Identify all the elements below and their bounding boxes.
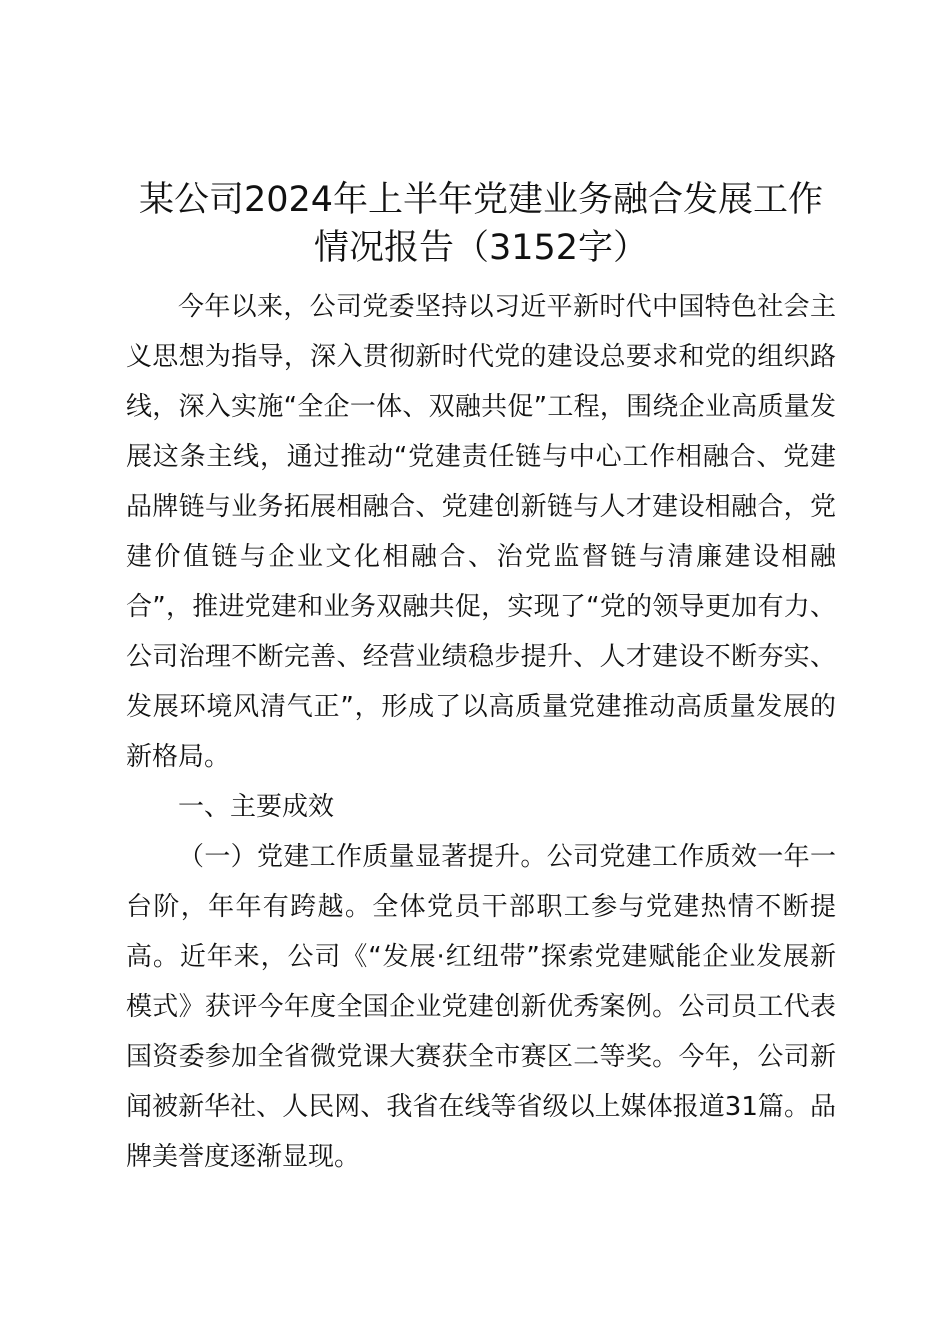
subsection-paragraph-party-building-quality: （一）党建工作质量显著提升。公司党建工作质效一年一台阶，年年有跨越。全体党员干部职工参与党建热情不断提高。近年来，公司《“发展·红纽带”探索党建赋能企业发展新模式》获评今年度全国企业党建创新优秀案例。公司员工代表国资委参加全省微党课大赛获全市赛区二等奖。今年，公司新闻被新华社、人民网、我省在线等省级以上媒体报道31篇。品牌美誉度逐渐显现。 (126, 842, 836, 1172)
document-title-line-1: 某公司2024年上半年党建业务融合发展工作 (138, 180, 824, 220)
intro-paragraph: 今年以来，公司党委坚持以习近平新时代中国特色社会主义思想为指导，深入贯彻新时代党的建设总要求和党的组织路线，深入实施“全企一体、双融共促”工程，围绕企业高质量发展这条主线，通过推动“党建责任链与中心工作相融合、党建品牌链与业务拓展相融合、党建创新链与人才建设相融合，党建价值链与企业文化相融合、治党监督链与清廉建设相融合”，推进党建和业务双融共促，实现了“党的领导更加有力、公司治理不断完善、经营业绩稳步提升、人才建设不断夯实、发展环境风清气正”，形成了以高质量党建推动高质量发展的新格局。 (126, 292, 836, 772)
document-page (126, 176, 836, 1182)
section-heading-main-achievements: 一、主要成效 (178, 792, 335, 822)
document-title-line-2: 情况报告（3152字） (313, 228, 649, 268)
document-title (126, 176, 836, 272)
document-body (126, 282, 836, 1182)
